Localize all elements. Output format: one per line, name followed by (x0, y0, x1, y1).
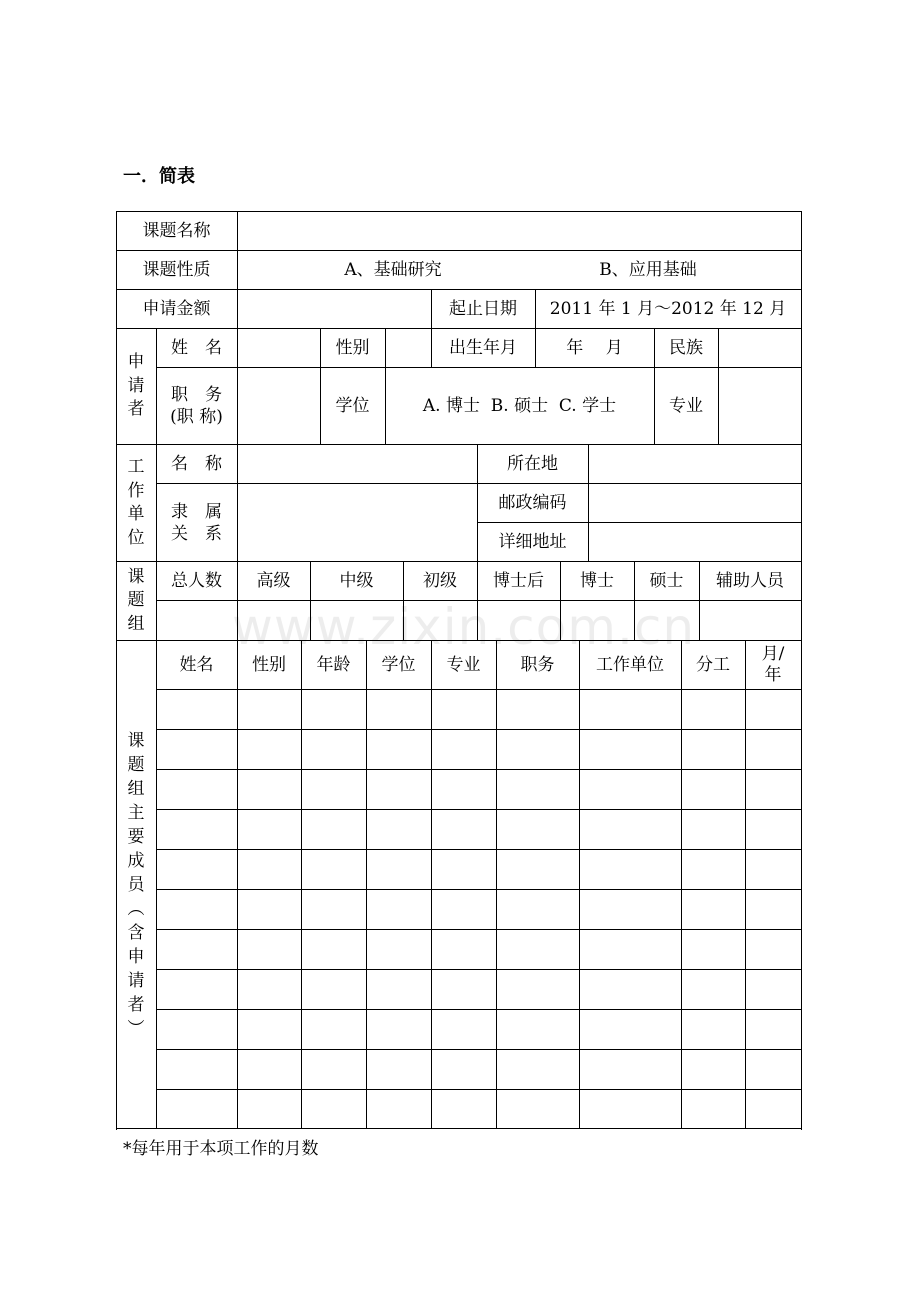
member-input-cell[interactable] (745, 889, 801, 929)
member-input-cell[interactable] (366, 929, 431, 969)
member-input-cell[interactable] (681, 929, 745, 969)
member-input-cell[interactable] (301, 929, 366, 969)
vertical-char: 课 (127, 730, 145, 751)
grid-line (156, 689, 802, 690)
member-input-cell[interactable] (431, 1009, 496, 1049)
member-input-cell[interactable] (301, 1009, 366, 1049)
grid-line (156, 483, 478, 484)
member-input-cell[interactable] (681, 969, 745, 1009)
applicant-degree-label: 学位 (335, 396, 370, 416)
member-input-cell[interactable] (681, 849, 745, 889)
member-input-cell[interactable] (431, 889, 496, 929)
member-input-cell[interactable] (681, 889, 745, 929)
grid-line (366, 640, 367, 1129)
member-input-cell[interactable] (496, 889, 579, 929)
grid-line (431, 640, 432, 1129)
grid-line (431, 289, 432, 368)
team-col-1: 高级 (256, 571, 291, 591)
member-input-cell[interactable] (156, 849, 237, 889)
topic-name-label: 课题名称 (142, 221, 211, 241)
grid-line (156, 969, 802, 970)
vertical-char: 题 (127, 754, 145, 775)
grid-line (681, 640, 682, 1129)
input-cell[interactable] (237, 212, 801, 250)
vertical-char: 课 (127, 566, 145, 587)
member-input-cell[interactable] (431, 1089, 496, 1128)
vertical-char: 单 (127, 504, 145, 524)
applicant-group-label (116, 329, 156, 444)
input-cell[interactable] (237, 329, 320, 367)
grid-line (116, 211, 117, 1130)
member-input-cell[interactable] (366, 1089, 431, 1128)
grid-line (116, 211, 802, 212)
grid-line (156, 640, 157, 1129)
grid-line (156, 600, 802, 601)
member-input-cell[interactable] (156, 889, 237, 929)
member-input-cell[interactable] (579, 929, 681, 969)
vertical-char: 含 (127, 922, 145, 943)
member-input-cell[interactable] (496, 1009, 579, 1049)
input-cell[interactable] (588, 445, 801, 483)
member-input-cell[interactable] (579, 1089, 681, 1128)
member-input-cell[interactable] (745, 1049, 801, 1089)
grid-line (156, 849, 802, 850)
member-input-cell[interactable] (745, 1089, 801, 1128)
member-input-cell[interactable] (579, 729, 681, 769)
grid-line (156, 929, 802, 930)
grid-line (403, 561, 404, 641)
team-group-label (116, 562, 156, 640)
unit-affiliation-line2: 关 系 (171, 523, 222, 544)
member-input-cell[interactable] (496, 1049, 579, 1089)
input-cell[interactable] (237, 368, 320, 444)
grid-line (156, 889, 802, 890)
grid-line (560, 561, 561, 641)
months-per-year-header (745, 641, 801, 689)
member-input-cell[interactable] (431, 849, 496, 889)
unit-affiliation-label (156, 484, 237, 561)
member-input-cell[interactable] (156, 769, 237, 809)
member-input-cell[interactable] (237, 1009, 301, 1049)
grid-line (801, 211, 802, 1130)
nature-option-b[interactable]: B、应用基础 (599, 260, 697, 280)
member-input-cell[interactable] (496, 729, 579, 769)
grid-line (156, 769, 802, 770)
input-cell[interactable] (237, 290, 431, 328)
member-input-cell[interactable] (301, 809, 366, 849)
member-input-cell[interactable] (579, 769, 681, 809)
applicant-birth-label: 出生年月 (449, 338, 517, 358)
member-input-cell[interactable] (579, 1049, 681, 1089)
member-input-cell[interactable] (237, 1049, 301, 1089)
member-input-cell[interactable] (156, 1089, 237, 1128)
member-input-cell[interactable] (366, 729, 431, 769)
member-input-cell[interactable] (431, 929, 496, 969)
grid-line (116, 289, 802, 290)
grid-line (496, 640, 497, 1129)
member-input-cell[interactable] (745, 769, 801, 809)
team-col-7: 辅助人员 (716, 571, 784, 591)
member-input-cell[interactable] (745, 849, 801, 889)
member-input-cell[interactable] (237, 689, 301, 729)
member-input-cell[interactable] (681, 769, 745, 809)
input-cell[interactable] (237, 484, 477, 561)
grid-line (535, 289, 536, 368)
member-input-cell[interactable] (496, 809, 579, 849)
team-col-0: 总人数 (171, 571, 222, 591)
member-input-cell[interactable] (237, 1089, 301, 1128)
applicant-title-line1: 职 务 (171, 385, 222, 405)
input-cell[interactable] (560, 601, 634, 640)
grid-line (301, 640, 302, 1129)
member-input-cell[interactable] (496, 1089, 579, 1128)
member-input-cell[interactable] (431, 969, 496, 1009)
member-input-cell[interactable] (579, 889, 681, 929)
member-col-5: 职务 (520, 655, 555, 675)
input-cell[interactable] (310, 601, 403, 640)
members-group-label (116, 641, 156, 1128)
grid-line (477, 522, 802, 523)
input-cell[interactable] (237, 445, 477, 483)
grid-line (156, 729, 802, 730)
member-input-cell[interactable] (681, 1089, 745, 1128)
grid-line (654, 328, 655, 445)
vertical-char: 工 (127, 457, 145, 477)
grid-line (237, 640, 238, 1129)
months-line2: 年 (764, 665, 782, 685)
member-input-cell[interactable] (301, 1089, 366, 1128)
team-col-2: 中级 (339, 571, 374, 591)
member-input-cell[interactable] (237, 769, 301, 809)
member-input-cell[interactable] (237, 969, 301, 1009)
vertical-char: 题 (127, 590, 145, 611)
member-input-cell[interactable] (745, 809, 801, 849)
grid-line (116, 444, 802, 445)
member-input-cell[interactable] (496, 769, 579, 809)
member-input-cell[interactable] (366, 969, 431, 1009)
grid-line (588, 444, 589, 562)
member-col-1: 性别 (252, 655, 286, 675)
grid-line (745, 640, 746, 1129)
applicant-ethnicity-label: 民族 (669, 338, 703, 358)
vertical-char: 请 (127, 375, 145, 396)
input-cell[interactable] (156, 601, 237, 640)
member-input-cell[interactable] (237, 889, 301, 929)
member-input-cell[interactable] (431, 729, 496, 769)
applicant-title-label (156, 368, 237, 444)
input-cell[interactable] (718, 329, 801, 367)
grid-line (156, 367, 802, 368)
period-label: 起止日期 (449, 299, 517, 319)
member-input-cell[interactable] (366, 1049, 431, 1089)
unit-name-label: 名 称 (171, 454, 222, 474)
member-input-cell[interactable] (745, 689, 801, 729)
grid-line (477, 561, 478, 641)
unit-location-label: 所在地 (507, 454, 558, 474)
member-input-cell[interactable] (301, 1049, 366, 1089)
team-col-3: 初级 (423, 571, 457, 591)
vertical-char: 员 (127, 874, 145, 895)
member-col-4: 专业 (446, 655, 481, 675)
grid-line (156, 1089, 802, 1090)
member-input-cell[interactable] (496, 689, 579, 729)
member-input-cell[interactable] (579, 849, 681, 889)
grid-line (634, 561, 635, 641)
member-input-cell[interactable] (156, 969, 237, 1009)
grid-line (477, 483, 802, 484)
vertical-char: 组 (127, 613, 145, 634)
grid-line (156, 328, 157, 641)
member-input-cell[interactable] (579, 1009, 681, 1049)
team-col-5: 博士 (580, 571, 614, 591)
unit-address-label: 详细地址 (498, 532, 567, 552)
member-input-cell[interactable] (745, 929, 801, 969)
member-input-cell[interactable] (301, 849, 366, 889)
member-input-cell[interactable] (745, 729, 801, 769)
grid-line (385, 328, 386, 445)
member-input-cell[interactable] (237, 929, 301, 969)
member-input-cell[interactable] (431, 769, 496, 809)
input-cell[interactable] (588, 523, 801, 561)
vertical-char: 请 (127, 970, 145, 991)
vertical-char: 申 (127, 946, 145, 967)
member-input-cell[interactable] (496, 929, 579, 969)
member-input-cell[interactable] (579, 969, 681, 1009)
grid-line (116, 1128, 802, 1129)
input-cell[interactable] (718, 368, 801, 444)
vertical-char: 主 (127, 802, 145, 823)
member-input-cell[interactable] (431, 1049, 496, 1089)
grid-line (718, 328, 719, 445)
unit-group-label (116, 445, 156, 561)
grid-line (477, 444, 478, 562)
member-input-cell[interactable] (745, 1009, 801, 1049)
grid-line (320, 328, 321, 445)
member-input-cell[interactable] (681, 809, 745, 849)
topic-nature-label: 课题性质 (142, 260, 211, 280)
member-input-cell[interactable] (681, 729, 745, 769)
member-input-cell[interactable] (745, 969, 801, 1009)
applicant-major-label: 专业 (669, 396, 703, 416)
member-col-2: 年龄 (316, 655, 351, 675)
funding-label: 申请金额 (142, 299, 211, 319)
vertical-char: ︶ (127, 1018, 145, 1039)
member-input-cell[interactable] (301, 969, 366, 1009)
grid-line (156, 1049, 802, 1050)
member-input-cell[interactable] (579, 809, 681, 849)
grid-line (156, 1009, 802, 1010)
vertical-char: 作 (127, 480, 145, 501)
input-cell[interactable] (634, 601, 699, 640)
applicant-title-line2: (职 称) (170, 407, 223, 427)
grid-line (156, 809, 802, 810)
member-input-cell[interactable] (156, 809, 237, 849)
team-col-6: 硕士 (649, 571, 684, 591)
member-col-0: 姓名 (179, 655, 214, 675)
vertical-char: 者 (127, 994, 145, 1015)
member-input-cell[interactable] (431, 809, 496, 849)
member-input-cell[interactable] (366, 689, 431, 729)
input-cell[interactable] (699, 601, 801, 640)
applicant-name-label: 姓 名 (171, 338, 222, 358)
member-input-cell[interactable] (579, 689, 681, 729)
unit-affiliation-line1: 隶 属 (171, 501, 222, 522)
vertical-char: 组 (127, 778, 145, 799)
applicant-degree-options[interactable]: A. 博士 B. 硕士 C. 学士 (422, 396, 617, 416)
member-input-cell[interactable] (366, 809, 431, 849)
input-cell[interactable] (477, 601, 560, 640)
member-input-cell[interactable] (366, 849, 431, 889)
member-input-cell[interactable] (496, 849, 579, 889)
unit-postcode-label: 邮政编码 (498, 493, 567, 513)
member-input-cell[interactable] (156, 689, 237, 729)
grid-line (116, 250, 802, 251)
member-col-7: 分工 (696, 655, 730, 675)
member-input-cell[interactable] (156, 1009, 237, 1049)
grid-line (237, 211, 238, 641)
member-input-cell[interactable] (681, 1009, 745, 1049)
member-input-cell[interactable] (366, 769, 431, 809)
member-input-cell[interactable] (366, 1009, 431, 1049)
section-title: 一．简表 (123, 166, 195, 187)
member-input-cell[interactable] (156, 929, 237, 969)
member-input-cell[interactable] (301, 769, 366, 809)
member-input-cell[interactable] (156, 1049, 237, 1089)
vertical-char: ︵ (127, 898, 145, 919)
member-input-cell[interactable] (681, 1049, 745, 1089)
nature-option-a[interactable]: A、基础研究 (344, 260, 442, 280)
vertical-char: 要 (127, 826, 145, 847)
input-cell[interactable] (237, 601, 310, 640)
months-line1: 月/ (761, 644, 785, 664)
member-input-cell[interactable] (301, 729, 366, 769)
grid-line (579, 640, 580, 1129)
member-input-cell[interactable] (681, 689, 745, 729)
member-input-cell[interactable] (301, 689, 366, 729)
team-col-4: 博士后 (493, 571, 544, 591)
member-col-3: 学位 (381, 655, 416, 675)
input-cell[interactable] (385, 329, 431, 367)
vertical-char: 者 (127, 399, 145, 420)
input-cell[interactable] (588, 484, 801, 522)
member-input-cell[interactable] (156, 729, 237, 769)
member-col-6: 工作单位 (596, 655, 664, 675)
member-input-cell[interactable] (237, 729, 301, 769)
watermark: www.zixin.com.cn (232, 598, 696, 656)
vertical-char: 成 (127, 850, 145, 871)
grid-line (699, 561, 700, 641)
member-input-cell[interactable] (431, 689, 496, 729)
member-input-cell[interactable] (366, 889, 431, 929)
vertical-char: 位 (127, 527, 145, 548)
footnote: *每年用于本项工作的月数 (123, 1139, 319, 1159)
member-input-cell[interactable] (301, 889, 366, 929)
applicant-gender-label: 性别 (335, 338, 370, 358)
applicant-birth-value: 年 月 (566, 338, 623, 358)
member-input-cell[interactable] (237, 849, 301, 889)
input-cell[interactable] (403, 601, 477, 640)
period-value: 2011 年 1 月～2012 年 12 月 (549, 299, 787, 319)
member-input-cell[interactable] (496, 969, 579, 1009)
grid-line (310, 561, 311, 641)
grid-line (116, 328, 802, 329)
vertical-char: 申 (127, 352, 145, 373)
member-input-cell[interactable] (237, 809, 301, 849)
